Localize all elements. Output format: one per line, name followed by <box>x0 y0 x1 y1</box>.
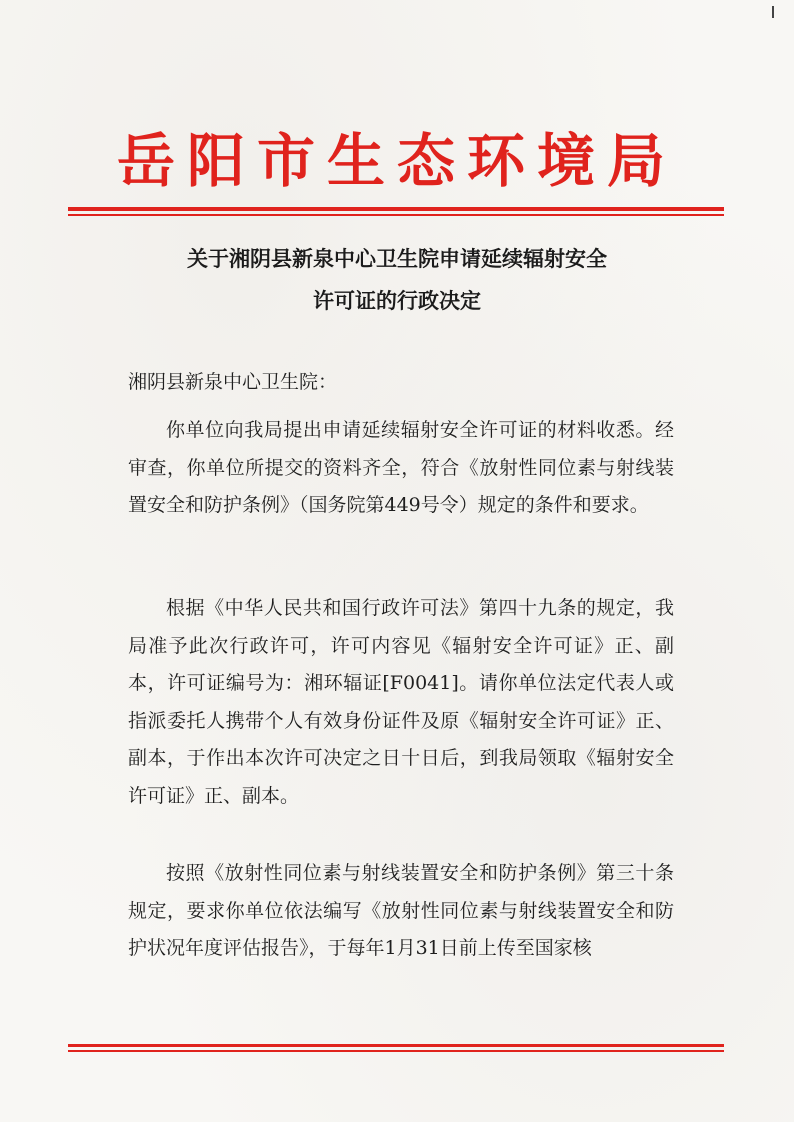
body-paragraph-3: 按照《放射性同位素与射线装置安全和防护条例》第三十条规定，要求你单位依法编写《放射性同位素与射线装置安全和防护状况年度评估报告》，于每年1月31日前上传至国家核 <box>128 862 674 959</box>
salutation: 湘阴县新泉中心卫生院： <box>128 371 338 393</box>
letterhead-red-rule-thin <box>68 214 724 216</box>
document-title-line1: 关于湘阴县新泉中心卫生院申请延续辐射安全 <box>187 247 607 271</box>
footer-red-rule-thin <box>68 1050 724 1052</box>
body-paragraph-2: 根据《中华人民共和国行政许可法》第四十九条的规定，我局准予此次行政许可，许可内容见《辐射安全许可证》正、副本，许可证编号为：湘环辐证[F0041]。请你单位法定代表人或指派委托人携带个人有效身份证件及原《辐射安全许可证》正、副本，于作出本次许可决定之日十日后，到我局领取《辐射安全许可证》正、副本。 <box>128 597 674 807</box>
footer-red-rule <box>68 1044 724 1047</box>
body-paragraph-1: 你单位向我局提出申请延续辐射安全许可证的材料收悉。经审查，你单位所提交的资料齐全，符合《放射性同位素与射线装置安全和防护条例》（国务院第449号令）规定的条件和要求。 <box>128 419 674 516</box>
document-title-line2: 许可证的行政决定 <box>313 289 481 313</box>
scan-margin-mark <box>772 6 774 18</box>
document-title <box>60 238 734 322</box>
letterhead-organization: 岳阳市生态环境局 <box>116 127 677 195</box>
letterhead-red-rule <box>68 207 724 211</box>
